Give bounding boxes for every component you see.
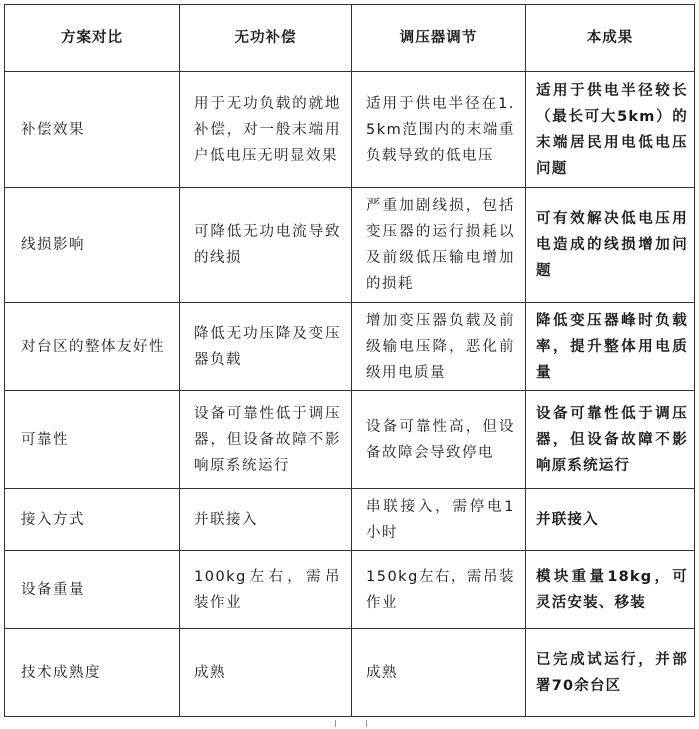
result-cell: 可有效解决低电压用电造成的线损增加问题 bbox=[526, 188, 695, 303]
table-row bbox=[5, 489, 695, 551]
row-label: 接入方式 bbox=[5, 489, 180, 551]
header-row bbox=[5, 5, 695, 72]
table-row bbox=[5, 551, 695, 629]
regulator-cell: 串联接入，需停电1小时 bbox=[352, 489, 526, 551]
reactive-cell: 可降低无功电流导致的线损 bbox=[180, 188, 352, 303]
result-cell: 设备可靠性低于调压器，但设备故障不影响原系统运行 bbox=[526, 391, 695, 489]
reactive-cell: 成熟 bbox=[180, 629, 352, 717]
table-row bbox=[5, 303, 695, 391]
result-cell: 适用于供电半径较长（最长可大5km）的末端居民用电低电压问题 bbox=[526, 72, 695, 188]
result-cell: 模块重量18kg，可灵活安装、移装 bbox=[526, 551, 695, 629]
table-row bbox=[5, 391, 695, 489]
result-cell: 已完成试运行，并部署70余台区 bbox=[526, 629, 695, 717]
row-label: 设备重量 bbox=[5, 551, 180, 629]
row-label: 线损影响 bbox=[5, 188, 180, 303]
row-label: 补偿效果 bbox=[5, 72, 180, 188]
result-cell: 降低变压器峰时负载率，提升整体用电质量 bbox=[526, 303, 695, 391]
page-edge-mark bbox=[335, 720, 367, 727]
table-row bbox=[5, 72, 695, 188]
regulator-cell: 适用于供电半径在1.5km范围内的末端重负载导致的低电压 bbox=[352, 72, 526, 188]
regulator-cell: 设备可靠性高，但设备故障会导致停电 bbox=[352, 391, 526, 489]
reactive-cell: 设备可靠性低于调压器，但设备故障不影响原系统运行 bbox=[180, 391, 352, 489]
header-voltage-regulator: 调压器调节 bbox=[352, 5, 526, 72]
result-cell: 并联接入 bbox=[526, 489, 695, 551]
row-label: 对台区的整体友好性 bbox=[5, 303, 180, 391]
regulator-cell: 增加变压器负载及前级输电压降，恶化前级用电质量 bbox=[352, 303, 526, 391]
comparison-table bbox=[4, 4, 695, 717]
header-comparison: 方案对比 bbox=[5, 5, 180, 72]
reactive-cell: 用于无功负载的就地补偿，对一般末端用户低电压无明显效果 bbox=[180, 72, 352, 188]
table-row bbox=[5, 188, 695, 303]
regulator-cell: 成熟 bbox=[352, 629, 526, 717]
header-this-result: 本成果 bbox=[526, 5, 695, 72]
regulator-cell: 150kg左右，需吊装作业 bbox=[352, 551, 526, 629]
table-row bbox=[5, 629, 695, 717]
reactive-cell: 并联接入 bbox=[180, 489, 352, 551]
header-reactive-compensation: 无功补偿 bbox=[180, 5, 352, 72]
row-label: 可靠性 bbox=[5, 391, 180, 489]
reactive-cell: 100kg左右，需吊装作业 bbox=[180, 551, 352, 629]
row-label: 技术成熟度 bbox=[5, 629, 180, 717]
reactive-cell: 降低无功压降及变压器负载 bbox=[180, 303, 352, 391]
regulator-cell: 严重加剧线损，包括变压器的运行损耗以及前级低压输电增加的损耗 bbox=[352, 188, 526, 303]
